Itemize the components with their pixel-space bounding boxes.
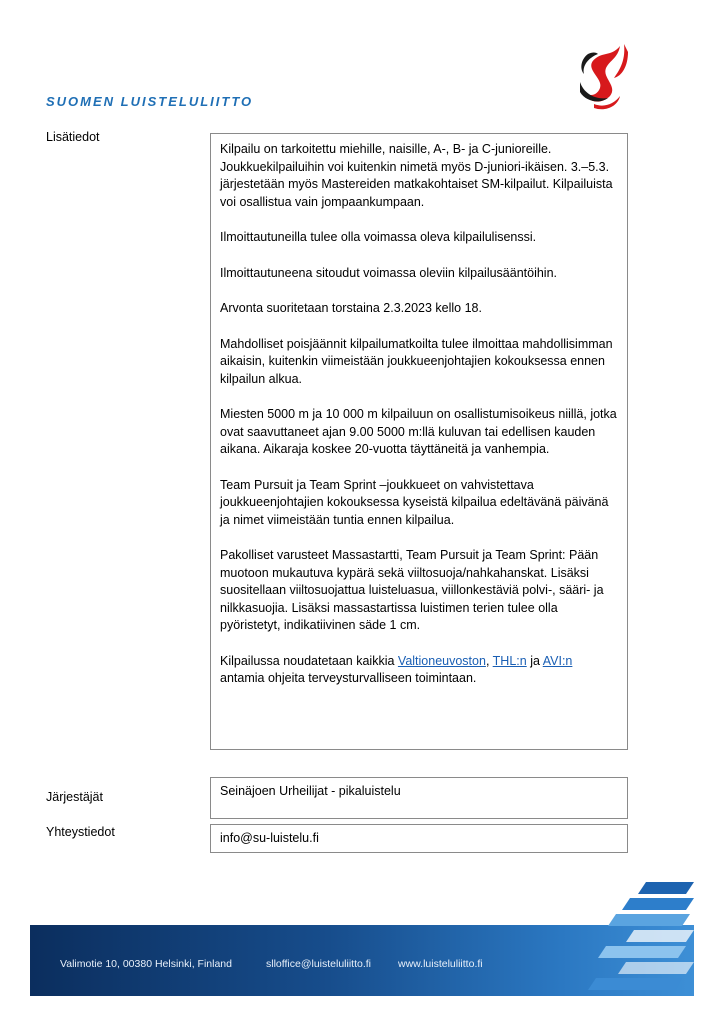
yhteystiedot-box [210,824,628,853]
jarjestajat-value: Seinäjoen Urheilijat - pikaluistelu [220,784,401,798]
footer-email[interactable]: slloffice@luisteluliitto.fi [266,958,372,970]
footer-website[interactable]: www.luisteluliitto.fi [398,958,483,970]
text: antamia ohjeita terveysturvalliseen toimintaan. [220,671,477,685]
thl-link[interactable]: THL:n [492,653,527,668]
text: , [485,653,493,668]
luisteluliitto-logo [574,42,630,112]
info-paragraph: Pakolliset varusteet Massastartti, Team Pursuit ja Team Sprint: Pään muotoon mukautuva kypärä sekä viiltosuoja/nahkahanskat. Lisäksi suositellaan viiltosuojattua luisteluasua, viillonkestäviä polvi-, sääri- ja nilkkasuojia. Lisäksi massastartissa luistimen terien tulee olla pyöristetyt, indikatiivinen säde 1 cm. [220,548,604,632]
lisatiedot-box [210,133,628,750]
info-paragraph: Ilmoittautuneilla tulee olla voimassa oleva kilpailulisenssi. [220,230,537,244]
info-paragraph-links [220,653,618,688]
avi-link[interactable]: AVI:n [542,653,573,668]
footer-address: Valimotie 10, 00380 Helsinki, Finland [60,958,232,970]
footer-stripes-graphic [586,880,696,996]
jarjestajat-label: Järjestäjät [46,790,103,804]
jarjestajat-box [210,777,628,819]
info-paragraph: Arvonta suoritetaan torstaina 2.3.2023 kello 18. [220,301,482,315]
valtioneuvosto-link[interactable]: Valtioneuvoston [397,653,486,668]
info-paragraph: Team Pursuit ja Team Sprint –joukkueet on vahvistettava joukkueenjohtajien kokouksessa kyseistä kilpailua edeltävänä päivänä ja nimet viimeistään tuntia ennen kilpailua. [220,477,609,527]
yhteystiedot-value: info@su-luistelu.fi [220,831,319,845]
info-paragraph: Ilmoittautuneena sitoudut voimassa oleviin kilpailusääntöihin. [220,265,558,280]
info-paragraph: Miesten 5000 m ja 10 000 m kilpailuun on osallistumisoikeus niillä, jotka ovat saavuttaneet ajan 9.00 5000 m:llä kuluvan tai edellisen kauden aikana. Aikaraja koskee 20-vuotta täyttäneitä ja vanhempia. [220,407,617,456]
lisatiedot-label: Lisätiedot [46,130,100,144]
text: Kilpailussa noudatetaan kaikkia [220,653,398,668]
yhteystiedot-label: Yhteystiedot [46,825,115,839]
info-paragraph: Mahdolliset poisjäännit kilpailumatkoilta tulee ilmoittaa mahdollisimman aikaisin, kuitenkin viimeistään joukkueenjohtajien kokouksessa ennen kilpailun alkua. [220,336,613,386]
org-name: SUOMEN LUISTELULIITTO [46,94,254,109]
text: ja [526,653,543,668]
info-paragraph: Kilpailu on tarkoitettu miehille, naisille, A-, B- ja C-junioreille. Joukkuekilpailuihin voi kuitenkin nimetä myös D-juniori-ikäisen. 3.–5.3. järjestetään myös Mastereiden matkakohtaiset SM-kilpailut. Kilpailuista voi osallistua vain jompaankumpaan. [220,142,613,209]
